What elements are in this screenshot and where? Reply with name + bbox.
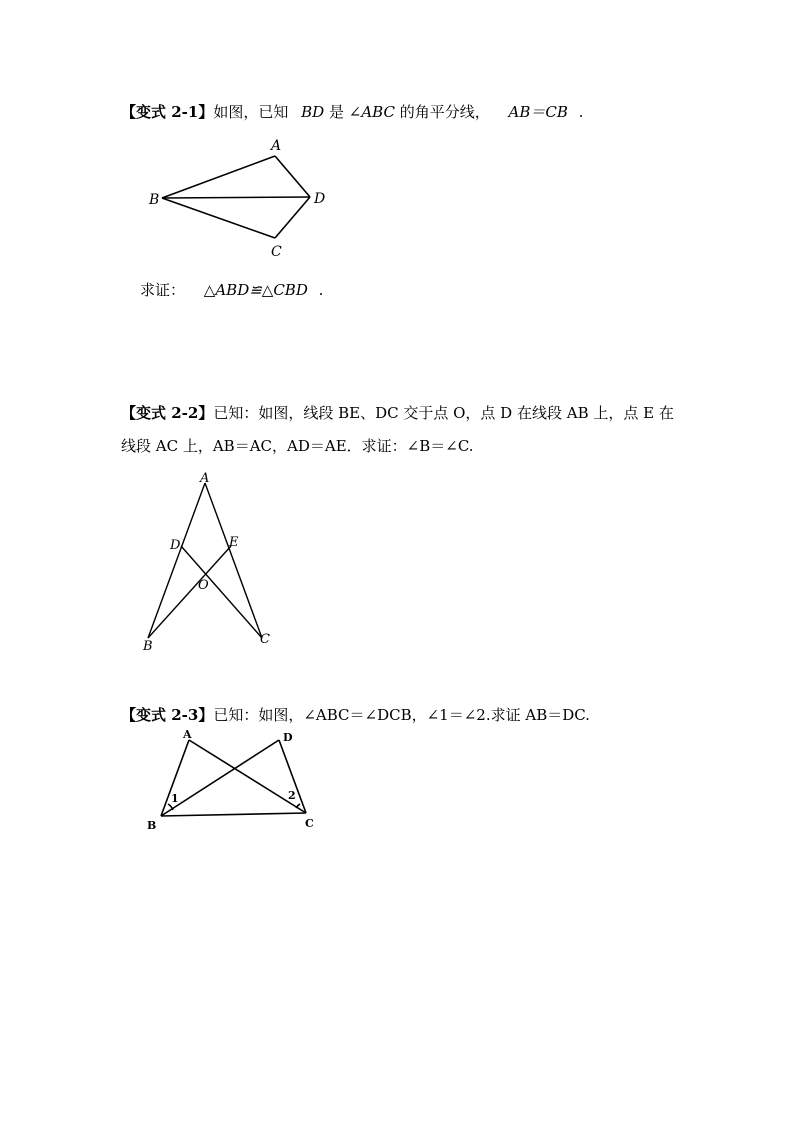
- segment-bc: [162, 198, 275, 238]
- problem2-tag: 【变式 2-2】: [121, 404, 214, 422]
- segment-bd: [162, 197, 310, 198]
- problem3-tag: 【变式 2-3】: [121, 706, 214, 724]
- segment-cd: [181, 546, 262, 638]
- problem1-statement: [121, 102, 583, 122]
- problem3-text: 已知：如图，∠ABC＝∠DCB，∠1＝∠2.求证 AB＝DC.: [213, 706, 590, 724]
- segment-ac: [205, 483, 262, 638]
- problem3-figure: [140, 728, 330, 833]
- segment-ab: [148, 483, 205, 638]
- problem1-text2: 是: [328, 103, 344, 121]
- problem1-text3: 的角平分线，: [399, 103, 490, 121]
- problem1-text1: 如图，已知: [213, 103, 289, 121]
- label-b: B: [149, 192, 160, 208]
- label-o: O: [198, 578, 209, 593]
- label-c: C: [271, 244, 282, 260]
- problem1-prove-stmt: △ABD≌△CBD: [203, 281, 308, 299]
- problem1-end: .: [578, 103, 584, 121]
- label-e: E: [229, 535, 239, 550]
- label-d: D: [314, 191, 326, 207]
- segment-cd: [275, 197, 310, 238]
- problem1-eq: AB＝CB: [508, 103, 568, 121]
- segment-ac: [189, 740, 306, 813]
- label-d: D: [283, 731, 293, 744]
- label-b: B: [147, 819, 157, 832]
- label-b: B: [143, 639, 153, 654]
- problem2-line1: [121, 403, 674, 423]
- label-angle-2: 2: [288, 789, 296, 802]
- problem2-text1: 已知：如图，线段 BE、DC 交于点 O，点 D 在线段 AB 上，点 E 在: [213, 404, 674, 422]
- problem2-line2: 线段 AC 上，AB＝AC，AD＝AE．求证：∠B＝∠C.: [121, 437, 474, 455]
- problem1-tag: 【变式 2-1】: [121, 103, 214, 121]
- segment-ad: [275, 156, 310, 197]
- problem2-figure: [135, 468, 285, 658]
- problem1-prove-label: 求证：: [140, 281, 186, 299]
- segment-db: [161, 740, 279, 816]
- label-angle-1: 1: [171, 792, 179, 805]
- label-a: A: [183, 728, 192, 741]
- problem1-angle: ∠ABC: [348, 103, 395, 121]
- label-a: A: [200, 471, 210, 486]
- problem1-figure: [140, 132, 340, 262]
- label-c: C: [305, 817, 314, 830]
- problem1-prove-end: .: [318, 281, 324, 299]
- label-d: D: [170, 538, 181, 553]
- segment-bc: [161, 813, 306, 816]
- segment-ba: [162, 156, 275, 198]
- problem1-prove: [140, 280, 323, 300]
- label-c: C: [260, 632, 270, 647]
- segment-dc: [279, 740, 306, 813]
- label-a: A: [271, 138, 282, 154]
- problem3-statement: [121, 705, 590, 725]
- segment-be: [148, 546, 231, 638]
- problem1-bd: BD: [301, 103, 325, 121]
